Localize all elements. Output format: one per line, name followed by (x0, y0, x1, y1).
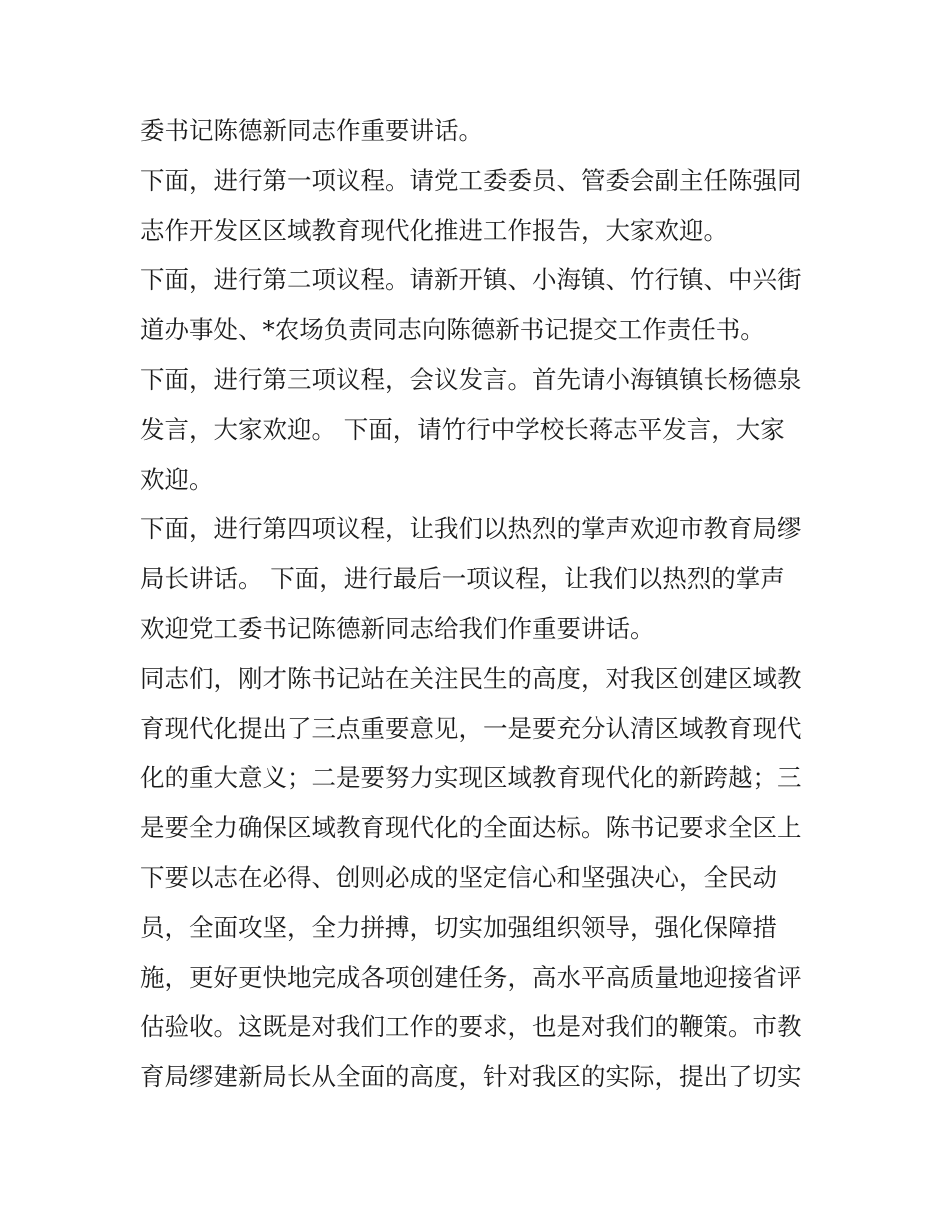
text-line: 育局缪建新局长从全面的高度，针对我区的实际，提出了切实 (140, 1062, 802, 1092)
text-line: 下面，进行第一项议程。请党工委委员、管委会副主任陈强同 (140, 165, 802, 195)
text-line: 下面，进行第四项议程，让我们以热烈的掌声欢迎市教育局缪 (140, 514, 802, 544)
text-line: 同志们，刚才陈书记站在关注民生的高度，对我区创建区域教 (140, 663, 802, 693)
text-line: 局长讲话。 下面，进行最后一项议程，让我们以热烈的掌声 (140, 564, 785, 594)
text-line: 下要以志在必得、创则必成的坚定信心和坚强决心，全民动 (140, 862, 777, 892)
text-line: 育现代化提出了三点重要意见，一是要充分认清区域教育现代 (140, 713, 802, 743)
text-line: 是要全力确保区域教育现代化的全面达标。陈书记要求全区上 (140, 813, 802, 843)
text-line: 发言，大家欢迎。 下面，请竹行中学校长蒋志平发言，大家 (140, 414, 785, 444)
text-line: 员，全面攻坚，全力拼搏，切实加强组织领导，强化保障措 (140, 912, 777, 942)
text-line: 估验收。这既是对我们工作的要求，也是对我们的鞭策。市教 (140, 1012, 802, 1042)
text-line: 欢迎党工委书记陈德新同志给我们作重要讲话。 (140, 613, 655, 643)
text-line: 下面，进行第二项议程。请新开镇、小海镇、竹行镇、中兴街 (140, 265, 802, 295)
document-body (140, 106, 820, 1102)
text-line: 委书记陈德新同志作重要讲话。 (140, 116, 483, 145)
text-line: 志作开发区区域教育现代化推进工作报告，大家欢迎。 (140, 215, 728, 245)
text-line: 道办事处、*农场负责同志向陈德新书记提交工作责任书。 (140, 315, 765, 345)
text-line: 化的重大意义；二是要努力实现区域教育现代化的新跨越；三 (140, 763, 802, 793)
text-line: 下面，进行第三项议程，会议发言。首先请小海镇镇长杨德泉 (140, 364, 802, 394)
text-line: 欢迎。 (140, 464, 214, 494)
text-line: 施，更好更快地完成各项创建任务，高水平高质量地迎接省评 (140, 962, 802, 992)
